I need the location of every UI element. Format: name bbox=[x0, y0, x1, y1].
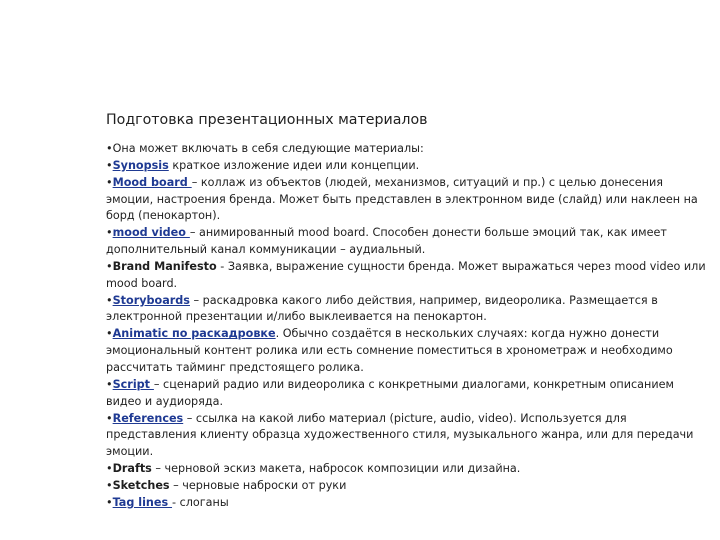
item-text: - слоганы bbox=[172, 495, 229, 509]
bullet: • bbox=[106, 377, 113, 391]
item-text: Она может включать в себя следующие материалы: bbox=[112, 142, 424, 155]
list-item bbox=[106, 377, 710, 411]
list-item bbox=[106, 293, 710, 327]
list-item bbox=[106, 158, 710, 175]
list-item bbox=[106, 175, 710, 226]
term-link-references[interactable]: References bbox=[112, 411, 184, 425]
term-link-mood-board[interactable]: Mood board bbox=[112, 175, 192, 189]
list-item bbox=[106, 461, 710, 478]
slide-title: Подготовка презентационных материалов bbox=[106, 112, 428, 128]
bullet: • bbox=[106, 478, 113, 492]
term-link-mood-video[interactable]: mood video bbox=[112, 226, 190, 240]
list-item bbox=[106, 326, 710, 377]
bullet: • bbox=[106, 175, 113, 189]
item-text: – черновые наброски от руки bbox=[169, 478, 347, 492]
bullet: • bbox=[106, 259, 113, 273]
list-item bbox=[106, 259, 710, 293]
item-text: – черновой эскиз макета, набросок композиции или дизайна. bbox=[151, 462, 521, 476]
term-sketches: Sketches bbox=[112, 478, 170, 492]
item-text: - Заявка, выражение сущности бренда. Может выражаться через mood video или mood board. bbox=[106, 259, 706, 290]
bullet: • bbox=[106, 158, 113, 172]
bullet: • bbox=[106, 327, 113, 341]
bullet: • bbox=[106, 142, 113, 155]
term-link-script[interactable]: Script bbox=[112, 377, 154, 391]
item-text: – ссылка на какой либо материал (picture, audio, video). Используется для представления клиенту образца художественного стиля, музыкального жанра, или для передачи эмоции. bbox=[106, 411, 694, 459]
bullet: • bbox=[106, 495, 113, 509]
list-item bbox=[106, 141, 710, 158]
item-text: – коллаж из объектов (людей, механизмов, ситуаций и пр.) с целью донесения эмоции, настроения бренда. Может быть представлен в электронном виде (слайд) или наклеен на борд (пенокартон). bbox=[106, 175, 698, 223]
list-item bbox=[106, 495, 710, 512]
list-item bbox=[106, 225, 710, 259]
bullet: • bbox=[106, 226, 113, 240]
item-text: – сценарий радио или видеоролика с конкретными диалогами, конкретным описанием видео и аудиоряда. bbox=[106, 377, 674, 408]
item-text: – анимированный mood board. Способен донести больше эмоций так, как имеет дополнительный канал коммуникации – аудиальный. bbox=[106, 226, 667, 257]
term-link-synopsis[interactable]: Synopsis bbox=[112, 158, 169, 172]
slide-content bbox=[106, 141, 710, 512]
item-text: краткое изложение идеи или концепции. bbox=[168, 158, 420, 172]
term-link-storyboards[interactable]: Storyboards bbox=[112, 293, 190, 307]
term-brand-manifesto: Brand Manifesto bbox=[112, 259, 217, 273]
bullet: • bbox=[106, 411, 113, 425]
term-link-animatic[interactable]: Animatic по раскадровке bbox=[112, 327, 276, 341]
list-item bbox=[106, 478, 710, 495]
term-link-tag-lines[interactable]: Tag lines bbox=[112, 495, 173, 509]
bullet: • bbox=[106, 293, 113, 307]
item-text: . Обычно создаётся в нескольких случаях: когда нужно донести эмоциональный контент ролика или есть сомнение поместиться в хронометраж и необходимо рассчитать тайминг предстоящего ролика. bbox=[106, 327, 673, 374]
term-drafts: Drafts bbox=[112, 462, 152, 476]
list-item bbox=[106, 411, 710, 462]
item-text: – раскадровка какого либо действия, например, видеоролика. Размещается в электронной презентации и/либо выклеивается на пенокартон. bbox=[106, 293, 658, 324]
bullet: • bbox=[106, 462, 113, 476]
